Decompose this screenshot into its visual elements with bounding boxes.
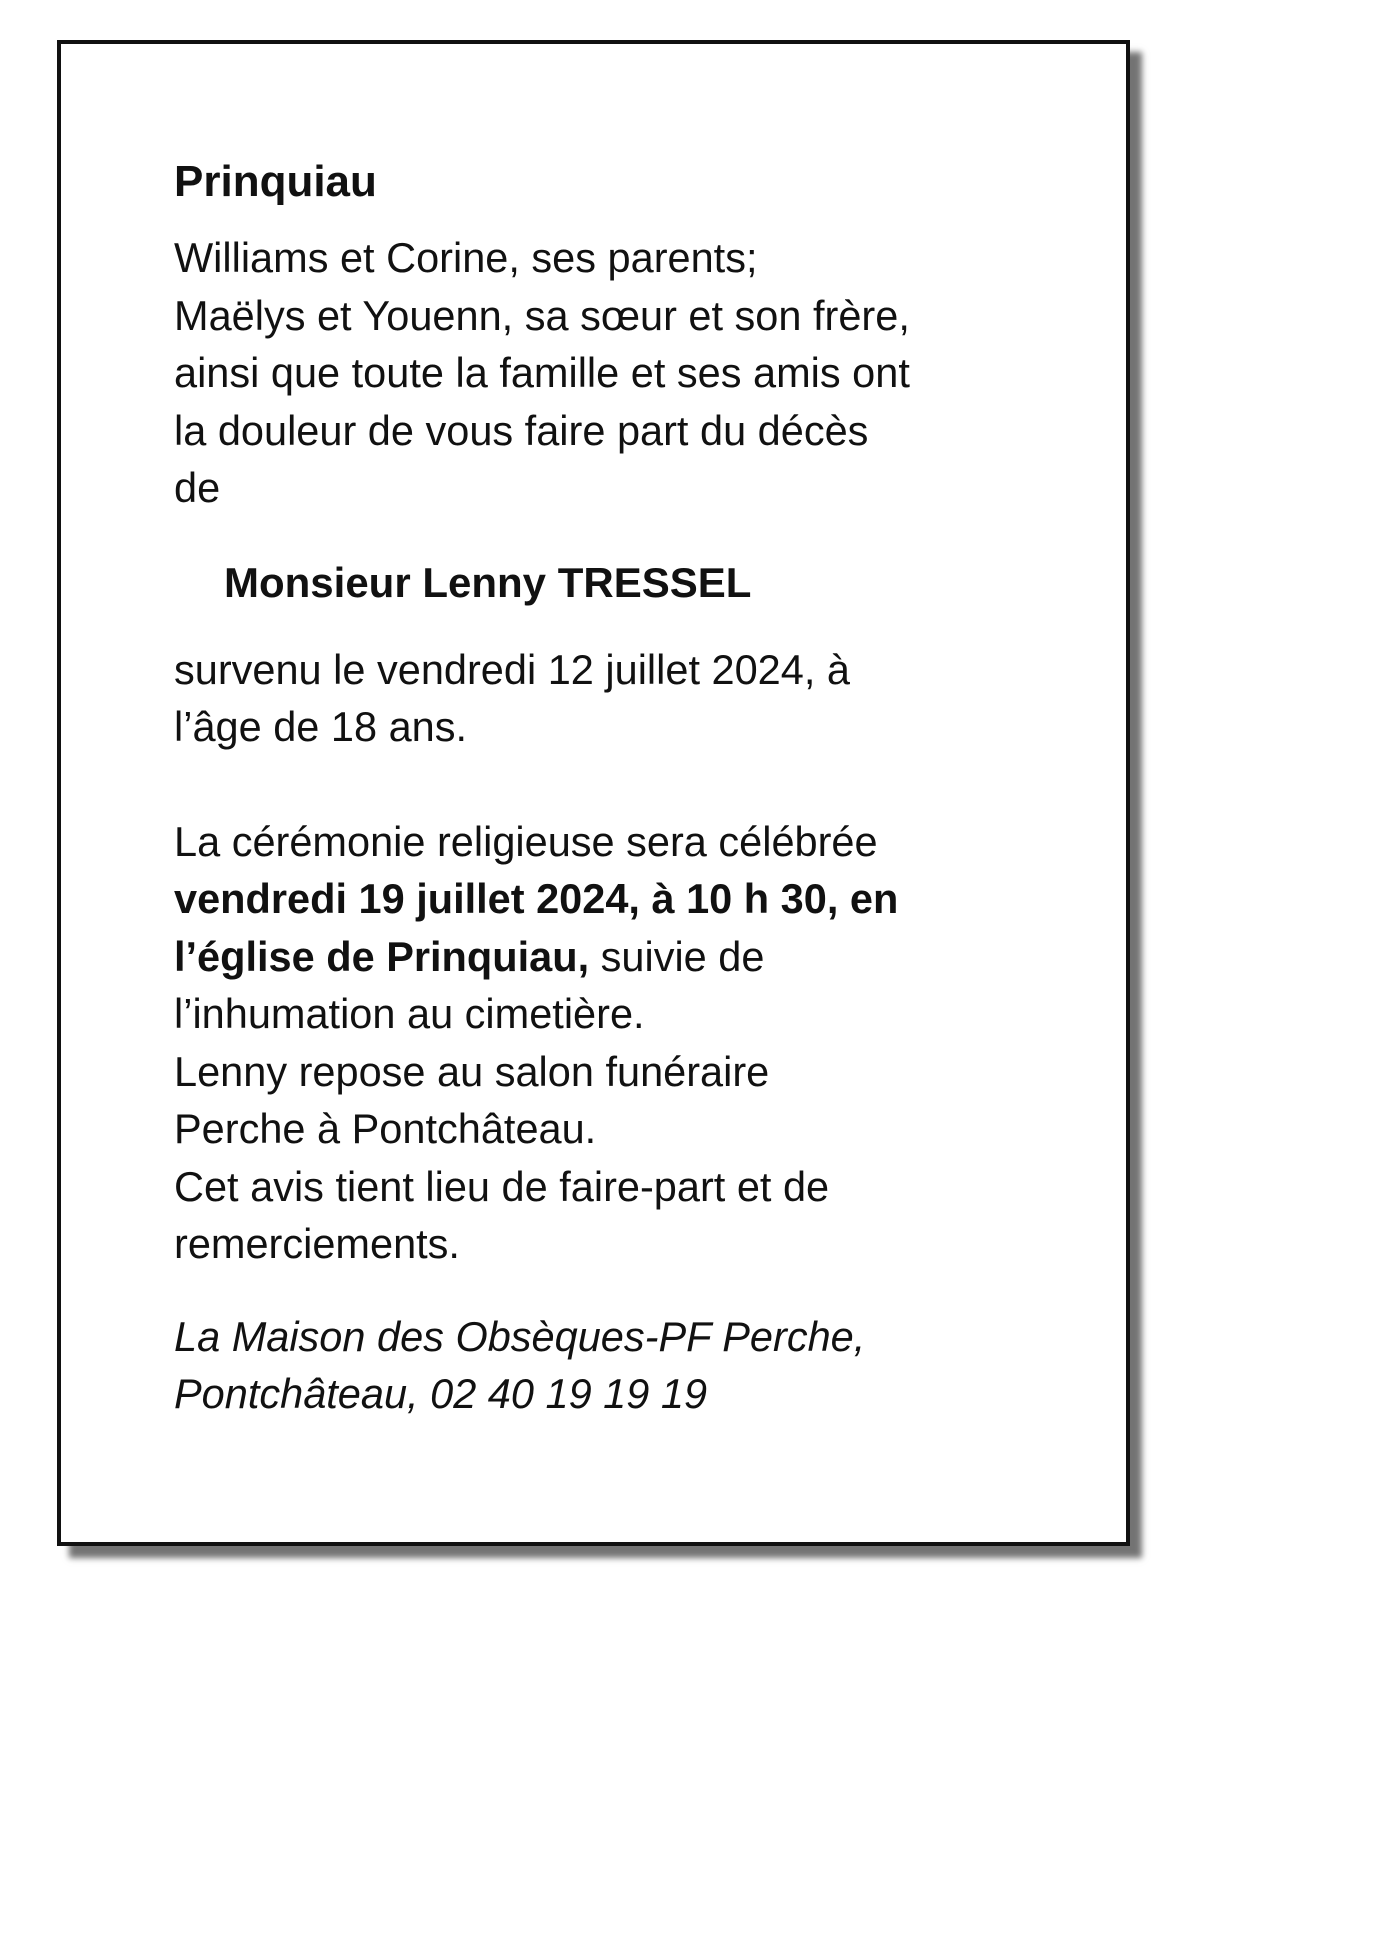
death-line: l’âge de 18 ans. (174, 703, 468, 750)
deceased-name: Monsieur Lenny TRESSEL (224, 558, 752, 606)
obituary-notice-content (174, 152, 1054, 1423)
notice-town-heading: Prinquiau (174, 157, 377, 206)
obituary-notice-frame (57, 40, 1130, 1546)
ceremony-line: Lenny repose au salon funéraire (174, 1047, 770, 1095)
paragraph-spacer (174, 756, 1054, 813)
signature-line: Pontchâteau, 02 40 19 19 19 (174, 1370, 708, 1417)
death-paragraph (174, 641, 1054, 756)
death-line: survenu le vendredi 12 juillet 2024, à (174, 645, 850, 693)
ceremony-line: remerciements. (174, 1220, 460, 1267)
ceremony-line: Cet avis tient lieu de faire-part et de (174, 1162, 830, 1210)
ceremony-line: Perche à Pontchâteau. (174, 1105, 597, 1152)
announcement-line: Williams et Corine, ses parents; (174, 234, 758, 281)
ceremony-place-line (174, 928, 1054, 986)
announcement-line: ainsi que toute la famille et ses amis ont (174, 349, 910, 396)
ceremony-line: La cérémonie religieuse sera célébrée (174, 817, 878, 865)
ceremony-place-suffix: suivie de (589, 932, 765, 980)
announcement-line: la douleur de vous faire part du décès (174, 406, 869, 454)
announcement-paragraph (174, 229, 1054, 517)
announcement-line: Maëlys et Youenn, sa sœur et son frère, (174, 291, 910, 339)
ceremony-place: l’église de Prinquiau, (174, 932, 590, 980)
ceremony-line: l’inhumation au cimetière. (174, 990, 645, 1037)
ceremony-paragraph (174, 813, 1054, 1273)
funeral-home-signature (174, 1308, 1054, 1423)
ceremony-date-line: vendredi 19 juillet 2024, à 10 h 30, en (174, 875, 899, 922)
signature-line: La Maison des Obsèques-PF Perche, (174, 1312, 866, 1360)
announcement-line: de (174, 464, 221, 511)
